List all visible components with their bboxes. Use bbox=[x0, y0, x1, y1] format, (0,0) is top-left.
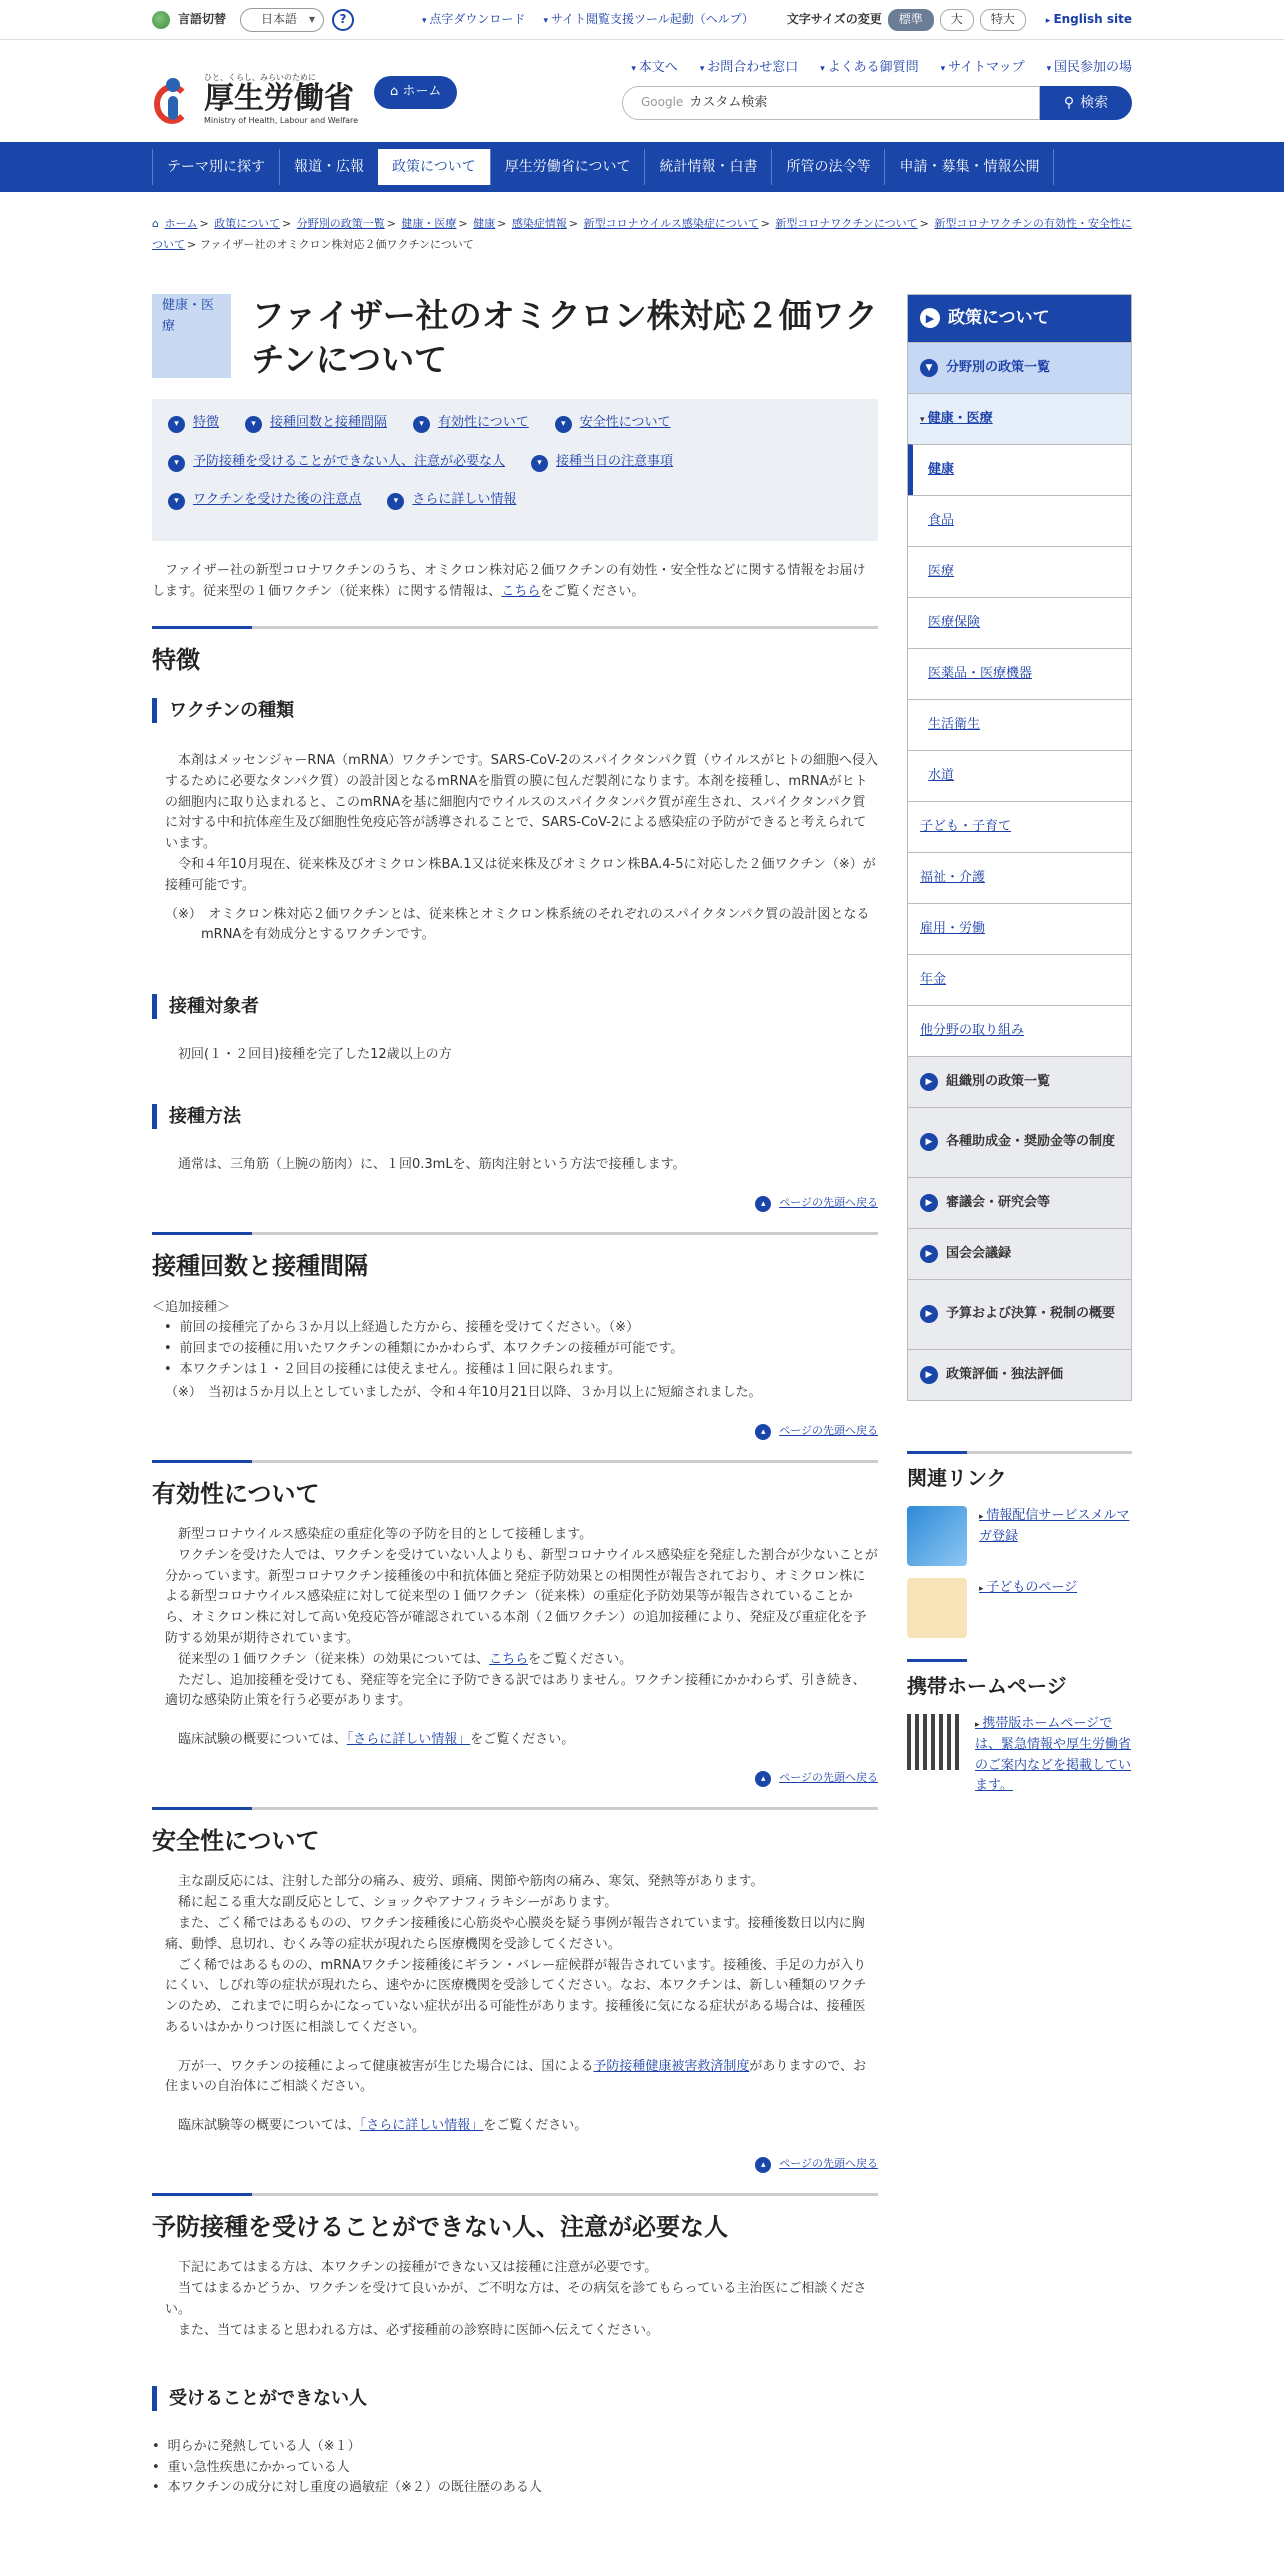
search-box bbox=[622, 86, 1132, 120]
list-item: • 前回の接種完了から３か月以上経過した方から、接種を受けてください。（※） bbox=[164, 1318, 878, 1339]
safety-text: 主な副反応には、注射した部分の痛み、疲労、頭痛、関節や筋肉の痛み、寒気、発熱等があります。 稀に起こる重大な副反応として、ショックやアナフィラキシーがあります。 また、ごく稀ではあるものの、ワクチン接種後に心筋炎や心膜炎を疑う事例が報告されています。接種後数日以内に胸痛、動悸、息切れ、むくみ等の症状が現れたら医療機関を受診してください。 ごく稀ではあるものの、mRNAワクチン接種後にギラン・バレー症候群が報告されています。接種後、手足の力が入りにくい、しびれ等の症状が現れたら、速やかに医療機関を受診してください。なお、本ワクチンは、新しい種類のワクチンのため、これまでに明らかになっていない症状が出る可能性があります。接種後に気になる症状がある場合は、接種医あるいはかかりつけ医に相談してください。 万が一、ワクチンの接種によって健康被害が生じた場合には、国による予防接種健康被害救済制度がありますので、お住まいの自治体にご相談ください。 臨床試験等の概要については、「さらに詳しい情報」をご覧ください。 bbox=[165, 1874, 867, 2134]
breadcrumb-link[interactable]: 新型コロナワクチンについて bbox=[775, 217, 918, 230]
breadcrumb-current: ファイザー社のオミクロン株対応２価ワクチンについて bbox=[199, 237, 474, 251]
sidebar-item-children[interactable]: 子ども・子育て bbox=[908, 801, 1131, 852]
more-info-link[interactable]: 「さらに詳しい情報」 bbox=[346, 1732, 471, 1748]
sidebar-item-health[interactable]: 健康 bbox=[908, 444, 1131, 495]
breadcrumb-link[interactable]: 健康 bbox=[473, 217, 496, 230]
mobile-link[interactable]: ▸ 携帯版ホームページでは、緊急情報や厚生労働省のご案内などを掲載しています。 bbox=[907, 1714, 1132, 1797]
relief-system-link[interactable]: 予防接種健康被害救済制度 bbox=[593, 2058, 750, 2074]
vaccine-type-text: 本剤はメッセンジャーRNA（mRNA）ワクチンです。SARS-CoV-2のスパイクタンパク質（ウイルスがヒトの細胞へ侵入するために必要なタンパク質）の設計図となるmRNAを脂質の膜に包んだ製剤になります。本剤を接種し、mRNAがヒトの細胞内に取り込まれると、このmRNAを基に細胞内でウイルスのスパイクタンパク質が産生され、スパイクタンパク質に対する中和抗体産生及び細胞性免疫応答が誘導されることで、SARS-CoV-2による感染症の予防ができると考えられています。 令和４年10月現在、従来株及びオミクロン株BA.1又は従来株及びオミクロン株BA.4-5に対応した２価ワクチン（※）が接種可能です。 bbox=[165, 753, 878, 893]
site-logo[interactable] bbox=[152, 74, 358, 128]
mobile-heading: 携帯ホームページ bbox=[907, 1662, 1132, 1702]
back-to-top-link[interactable]: ▴ ページの先頭へ戻る bbox=[755, 2157, 878, 2170]
global-nav bbox=[0, 142, 1284, 192]
sidebar-header[interactable]: ▶ 政策について bbox=[908, 295, 1131, 342]
sidebar-item-medical[interactable]: 医療 bbox=[908, 546, 1131, 597]
back-to-top-link[interactable]: ▴ ページの先頭へ戻る bbox=[755, 1771, 878, 1784]
page-title: ファイザー社のオミクロン株対応２価ワクチンについて bbox=[251, 295, 878, 380]
dose-sub: ＜追加接種＞ bbox=[152, 1299, 231, 1315]
language-label: 言語切替 bbox=[178, 12, 227, 27]
sidebar-item-sanitation[interactable]: 生活衛生 bbox=[908, 699, 1131, 750]
section-heading: 特徴 bbox=[152, 626, 878, 679]
chevron-right-icon: ▶ bbox=[920, 308, 940, 328]
section-heading: 安全性について bbox=[152, 1807, 878, 1860]
toc-link[interactable]: ▾ 接種当日の注意事項 bbox=[531, 452, 673, 473]
caution-text: 下記にあてはまる方は、本ワクチンの接種ができない又は接種に注意が必要です。 当てはまるかどうか、ワクチンを受けて良いかが、ご不明な方は、その病気を診てもらっている主治医にご相談ください。 また、当てはまると思われる方は、必ず接種前の診察時に医師へ伝えてください。 bbox=[165, 2260, 867, 2338]
home-button[interactable]: ⌂ ホーム bbox=[374, 76, 457, 109]
table-of-contents bbox=[152, 399, 878, 541]
gnav-theme[interactable]: テーマ別に探す bbox=[152, 149, 279, 185]
fontsize-xlarge-button[interactable]: 特大 bbox=[980, 9, 1026, 30]
sidebar-item-drugs[interactable]: 医薬品・医療機器 bbox=[908, 648, 1131, 699]
more-info-link[interactable]: 「さらに詳しい情報」 bbox=[359, 2118, 484, 2134]
sidebar-item-evaluation[interactable]: ▶ 政策評価・独法評価 bbox=[908, 1349, 1131, 1400]
footnote: （※） オミクロン株対応２価ワクチンとは、従来株とオミクロン株系統のそれぞれのスパイクタンパク質の設計図となるmRNAを有効成分とするワクチンです。 bbox=[165, 906, 870, 943]
section-heading: 有効性について bbox=[152, 1460, 878, 1513]
efficacy-text: 新型コロナウイルス感染症の重症化等の予防を目的として接種します。 ワクチンを受けた人では、ワクチンを受けていない人よりも、新型コロナウイルス感染症を発症した割合が少ないことが分かっています。新型コロナワクチン接種後の中和抗体価と発症予防効果との相関性が報告されており、オミクロン株による新型コロナウイルス感染症に対して従来型の１価ワクチン（従来株）の重症化予防効果等が報告されていることから、オミクロン株に対して高い免疫応答が確認されている本剤（２価ワクチン）の追加接種により、発症及び重症化を予防する効果が期待されています。 従来型の１価ワクチン（従来株）の効果については、こちらをご覧ください。 ただし、追加接種を受けても、発症等を完全に予防できる訳ではありません。ワクチン接種にかかわらず、引き続き、適切な感染防止策を行う必要があります。 臨床試験の概要については、「さらに詳しい情報」をご覧ください。 bbox=[165, 1526, 878, 1748]
breadcrumb: ⌂ ホーム > 政策について > 分野別の政策一覧 > 健康・医療 > 健康 > 感染症情報 > 新型コロナウイルス感染症について > 新型コロナワクチンについて > 新型コロナワクチンの有効性・安全性について > ファイザー社のオミクロン株対応２価ワクチンについて bbox=[152, 217, 1132, 251]
gnav-about[interactable]: 厚生労働省について bbox=[490, 149, 645, 185]
globe-icon bbox=[152, 11, 170, 29]
gnav-press[interactable]: 報道・広報 bbox=[279, 149, 378, 185]
skip-to-content-link[interactable]: ▾ 本文へ bbox=[631, 58, 677, 79]
chevron-right-icon: ▶ bbox=[920, 1194, 938, 1212]
site-header bbox=[0, 40, 1284, 142]
sidebar-item-org-policies[interactable]: ▶ 組織別の政策一覧 bbox=[908, 1056, 1131, 1107]
sidebar-item-other[interactable]: 他分野の取り組み bbox=[908, 1005, 1131, 1056]
chevron-right-icon: ▶ bbox=[920, 1245, 938, 1263]
subsection-heading: 受けることができない人 bbox=[152, 2386, 878, 2411]
gnav-statistics[interactable]: 統計情報・白書 bbox=[644, 149, 771, 185]
accessibility-tool-link[interactable]: ▾ サイト閲覧支援ツール起動（ヘルプ） bbox=[543, 10, 753, 29]
related-links-heading: 関連リンク bbox=[907, 1451, 1132, 1494]
toc-link[interactable]: ▾ 有効性について bbox=[413, 413, 529, 434]
sidebar-item-field-policies[interactable]: ▼ 分野別の政策一覧 bbox=[908, 342, 1131, 393]
list-item: • 前回までの接種に用いたワクチンの種類にかかわらず、本ワクチンの接種が可能です。 bbox=[164, 1339, 878, 1360]
method-text: 通常は、三角筋（上腕の筋肉）に、１回0.3mLを、筋肉注射という方法で接種します。 bbox=[178, 1157, 686, 1173]
braille-download-link[interactable]: ▾ 点字ダウンロード bbox=[422, 10, 525, 29]
related-link-kids[interactable]: ▸ 子どものページ bbox=[907, 1578, 1132, 1638]
gnav-policy[interactable]: 政策について bbox=[378, 149, 490, 185]
back-to-top-link[interactable]: ▴ ページの先頭へ戻る bbox=[755, 1424, 878, 1437]
sidebar bbox=[907, 294, 1132, 2499]
legacy-vaccine-link[interactable]: こちら bbox=[489, 1651, 529, 1667]
home-icon: ⌂ bbox=[152, 217, 159, 230]
sidebar-item-diet-records[interactable]: ▶ 国会会議録 bbox=[908, 1228, 1131, 1279]
sidebar-item-welfare[interactable]: 福祉・介護 bbox=[908, 852, 1131, 903]
section-heading: 予防接種を受けることができない人、注意が必要な人 bbox=[152, 2193, 878, 2246]
chevron-right-icon: ▶ bbox=[920, 1366, 938, 1384]
sidebar-item-councils[interactable]: ▶ 審議会・研究会等 bbox=[908, 1177, 1131, 1228]
main-content bbox=[152, 294, 878, 2499]
toc-link[interactable]: ▾ 安全性について bbox=[555, 413, 671, 434]
list-item: • 本ワクチンの成分に対し重度の過敏症（※２）の既往歴のある人 bbox=[152, 2478, 878, 2499]
target-text: 初回(１・２回目)接種を完了した12歳以上の方 bbox=[178, 1047, 452, 1063]
breadcrumb-link[interactable]: ホーム bbox=[164, 217, 198, 230]
google-label: Google bbox=[641, 95, 684, 109]
breadcrumb-link[interactable]: 新型コロナウイルス感染症について bbox=[583, 217, 759, 230]
cannot-list bbox=[152, 2437, 878, 2499]
english-site-link[interactable]: ▸ English site bbox=[1046, 10, 1132, 29]
fontsize-label: 文字サイズの変更 bbox=[786, 12, 882, 27]
policy-nav bbox=[907, 294, 1132, 1401]
fontsize-standard-button[interactable]: 標準 bbox=[888, 9, 934, 30]
gnav-applications[interactable]: 申請・募集・情報公開 bbox=[884, 149, 1054, 185]
breadcrumb-link[interactable]: 感染症情報 bbox=[511, 217, 567, 230]
chevron-right-icon: ▶ bbox=[920, 1133, 938, 1151]
breadcrumb-link[interactable]: 政策について bbox=[214, 217, 280, 230]
subsection-heading: ワクチンの種類 bbox=[152, 698, 878, 723]
back-to-top-link[interactable]: ▴ ページの先頭へ戻る bbox=[755, 1196, 878, 1209]
footnote: （※） 当初は５か月以上としていましたが、令和４年10月21日以降、３か月以上に短縮されました。 bbox=[165, 1384, 762, 1400]
public-participation-link[interactable]: ▾ 国民参加の場 bbox=[1047, 58, 1132, 79]
mhlw-logo-icon bbox=[152, 76, 198, 126]
sidebar-item-food[interactable]: 食品 bbox=[908, 495, 1131, 546]
toc-link[interactable]: ▾ さらに詳しい情報 bbox=[387, 490, 516, 511]
sidebar-item-pension[interactable]: 年金 bbox=[908, 954, 1131, 1005]
help-icon[interactable]: ? bbox=[332, 9, 354, 31]
logo-english: Ministry of Health, Labour and Welfare bbox=[204, 116, 359, 125]
chevron-down-icon: ▼ bbox=[920, 359, 938, 377]
list-item: • 明らかに発熱している人（※１） bbox=[152, 2437, 878, 2458]
list-item: • 重い急性疾患にかかっている人 bbox=[152, 2458, 878, 2479]
sitemap-link[interactable]: ▾ サイトマップ bbox=[941, 58, 1025, 79]
breadcrumb-link[interactable]: 健康・医療 bbox=[401, 217, 457, 230]
contact-link[interactable]: ▾ お問合わせ窓口 bbox=[700, 58, 798, 79]
sidebar-item-budget[interactable]: ▶ 予算および決算・税制の概要 bbox=[908, 1279, 1131, 1349]
qr-code-icon bbox=[907, 1714, 963, 1770]
logo-tagline: ひと、くらし、みらいのために bbox=[204, 73, 316, 82]
subsection-heading: 接種方法 bbox=[152, 1104, 878, 1129]
kids-icon bbox=[907, 1578, 967, 1638]
category-badge: 健康・医療 bbox=[152, 294, 231, 378]
sidebar-item-grants[interactable]: ▶ 各種助成金・奨励金等の制度 bbox=[908, 1107, 1131, 1177]
lead-paragraph: ファイザー社の新型コロナワクチンのうち、オミクロン株対応２価ワクチンの有効性・安全性などに関する情報をお届けします。従来型の１価ワクチン（従来株）に関する情報は、こちらをご覧ください。 bbox=[152, 562, 866, 599]
breadcrumb-link[interactable]: 新型コロナワクチンの有効性・安全性について bbox=[152, 217, 1132, 251]
fontsize-large-button[interactable]: 大 bbox=[940, 9, 974, 30]
toc-link[interactable]: ▾ 接種回数と接種間隔 bbox=[245, 413, 387, 434]
sidebar-item-employment[interactable]: 雇用・労働 bbox=[908, 903, 1131, 954]
subsection-heading: 接種対象者 bbox=[152, 994, 878, 1019]
toc-link[interactable]: ▾ ワクチンを受けた後の注意点 bbox=[168, 490, 361, 511]
sidebar-item-water[interactable]: 水道 bbox=[908, 750, 1131, 801]
language-select[interactable]: 日本語 ▾ bbox=[240, 8, 324, 31]
logo-name: 厚生労働省 bbox=[204, 81, 354, 116]
search-input[interactable]: Google カスタム検索 bbox=[622, 86, 1040, 120]
chevron-right-icon: ▶ bbox=[920, 1073, 938, 1091]
search-icon: ⚲ bbox=[1063, 94, 1075, 111]
sidebar-item-insurance[interactable]: 医療保険 bbox=[908, 597, 1131, 648]
breadcrumb-link[interactable]: 分野別の政策一覧 bbox=[296, 217, 385, 230]
gnav-laws[interactable]: 所管の法令等 bbox=[771, 149, 884, 185]
search-button[interactable]: ⚲ 検索 bbox=[1040, 86, 1132, 120]
list-item: • 本ワクチンは１・２回目の接種には使えません。接種は１回に限られます。 bbox=[164, 1360, 878, 1381]
utility-bar bbox=[0, 0, 1284, 40]
faq-link[interactable]: ▾ よくある御質問 bbox=[820, 58, 918, 79]
toc-link[interactable]: ▾ 特徴 bbox=[168, 413, 219, 434]
section-heading: 接種回数と接種間隔 bbox=[152, 1232, 878, 1285]
legacy-vaccine-link[interactable]: こちら bbox=[501, 583, 541, 599]
toc-link[interactable]: ▾ 予防接種を受けることができない人、注意が必要な人 bbox=[168, 452, 505, 473]
related-link-mailmag[interactable]: ▸ 情報配信サービスメルマガ登録 bbox=[907, 1506, 1132, 1566]
sidebar-item-health-medical[interactable]: ▾ 健康・医療 bbox=[908, 393, 1131, 444]
dose-list bbox=[152, 1318, 878, 1380]
chevron-right-icon: ▶ bbox=[920, 1305, 938, 1323]
mail-icon bbox=[907, 1506, 967, 1566]
